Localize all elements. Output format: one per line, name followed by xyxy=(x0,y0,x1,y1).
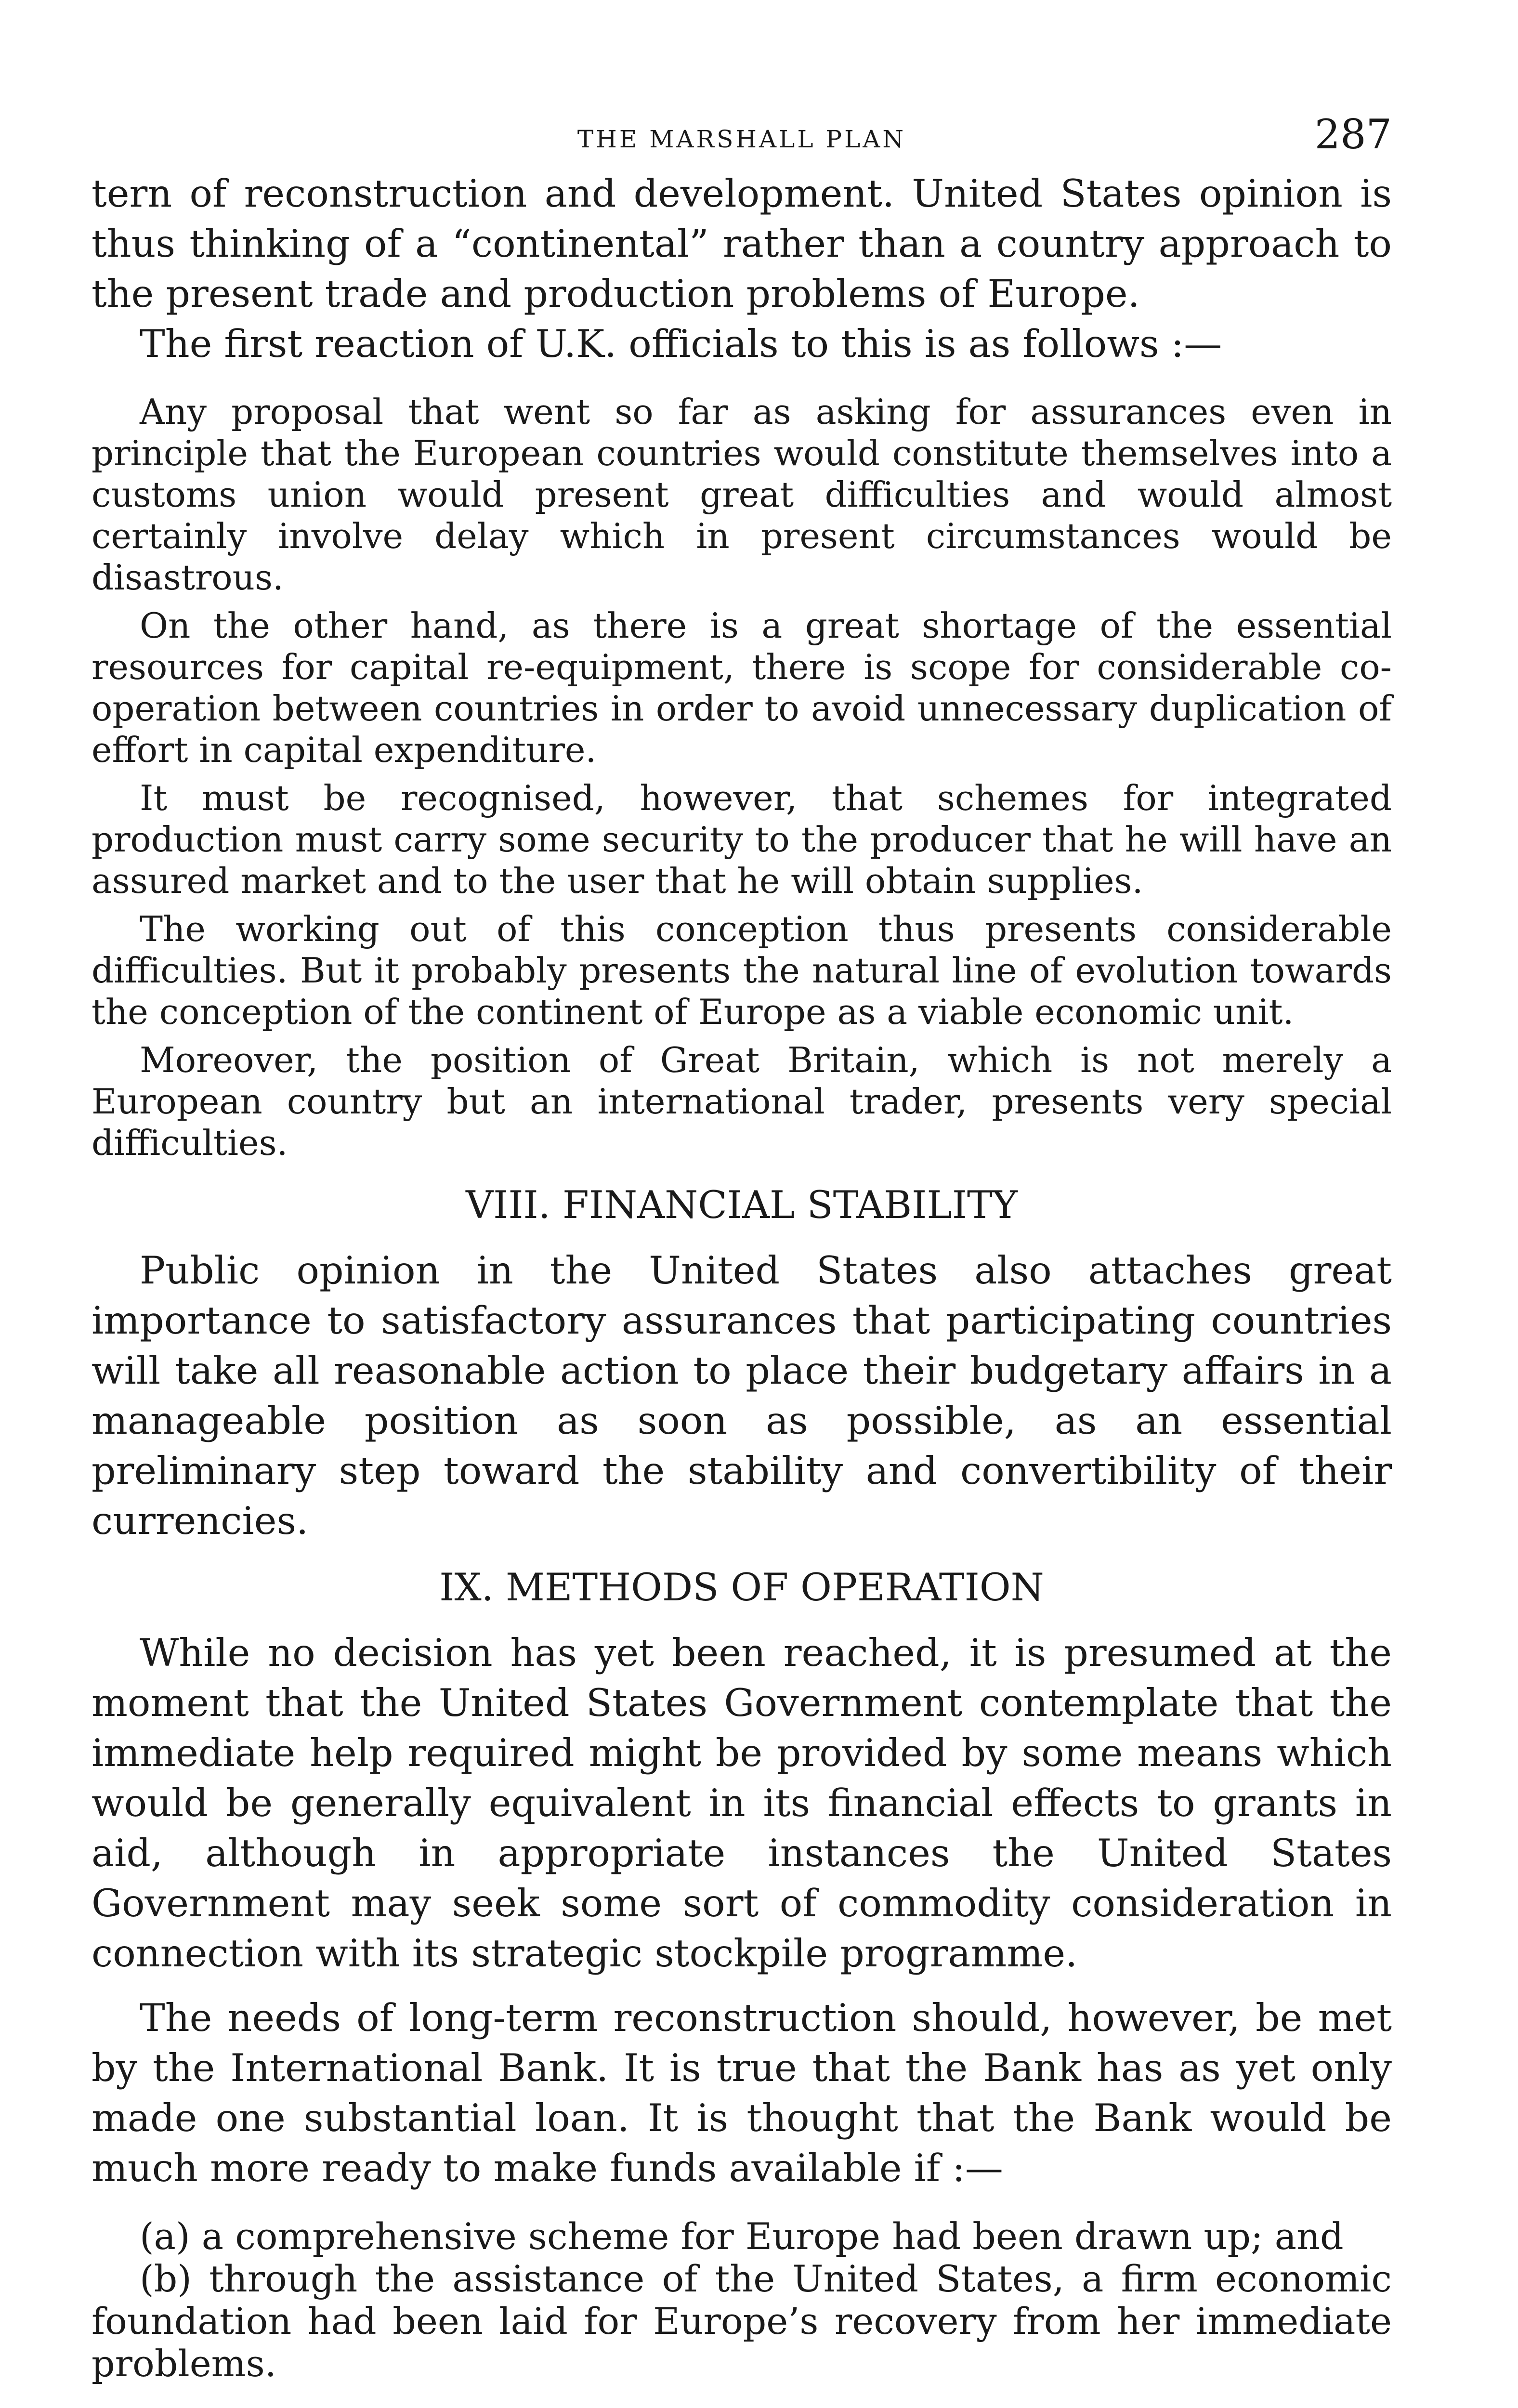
quote-paragraph-great-britain: Moreover, the position of Great Britain, which is not merely a European country but an international trader, presents very special difficulties. xyxy=(92,1040,1392,1163)
section-heading-financial-stability: VIII. FINANCIAL STABILITY xyxy=(466,1183,1018,1227)
running-head xyxy=(92,111,1392,169)
book-page xyxy=(92,111,1392,2385)
page-number: 287 xyxy=(1314,111,1392,158)
paragraph-international-bank: The needs of long-term reconstruction should, however, be met by the International Bank. It is true that the Bank has as yet only made one substantial loan. It is thought that the Bank would be much more ready to make funds available if :— xyxy=(92,1996,1392,2190)
paragraph-continuation: tern of reconstruction and development. United States opinion is thus thinking of a “continental” rather than a country approach to the present trade and production problems of Europe. xyxy=(92,171,1392,316)
list-item-b: (b) through the assistance of the United States, a firm economic foundation had been laid for Europe’s recovery from her immediate problems. xyxy=(92,2257,1392,2385)
quote-paragraph-viable-unit: The working out of this conception thus presents considerable difficulties. But it probably presents the natural line of evolution towards the conception of the continent of Europe as a viable economic unit. xyxy=(92,909,1392,1032)
quote-paragraph-co-operation: On the other hand, as there is a great shortage of the essential resources for capital re-equipment, there is scope for considerable co-operation between countries in order to avoid unnecessary duplication of effort in capital expenditure. xyxy=(92,605,1392,770)
quote-paragraph-customs-union: Any proposal that went so far as asking for assurances even in principle that the European countries would constitute themselves into a customs union would present great difficulties and would almost certainly involve delay which in present circumstances would be disastrous. xyxy=(92,392,1392,598)
section-heading-methods-of-operation: IX. METHODS OF OPERATION xyxy=(439,1565,1044,1610)
paragraph-financial-stability: Public opinion in the United States also attaches great importance to satisfactory assurances that participating countries will take all reasonable action to place their budgetary affairs in a manageable position as soon as possible, as an essential preliminary step toward the stability and convertibility of their currencies. xyxy=(92,1248,1392,1543)
paragraph-uk-reaction-intro: The first reaction of U.K. officials to this is as follows :— xyxy=(140,322,1222,366)
quote-paragraph-integrated-production: It must be recognised, however, that schemes for integrated production must carry some security to the producer that he will have an assured market and to the user that he will obtain supplies. xyxy=(92,778,1392,901)
paragraph-methods-grants: While no decision has yet been reached, it is presumed at the moment that the United States Government contemplate that the immediate help required might be provided by some means which would be generally equivalent in its financial effects to grants in aid, although in appropriate instances the United States Government may seek some sort of commodity consideration in connection with its strategic stockpile programme. xyxy=(92,1631,1392,1976)
running-title: THE MARSHALL PLAN xyxy=(577,125,906,153)
list-item-a: (a) a comprehensive scheme for Europe had been drawn up; and xyxy=(140,2215,1344,2258)
